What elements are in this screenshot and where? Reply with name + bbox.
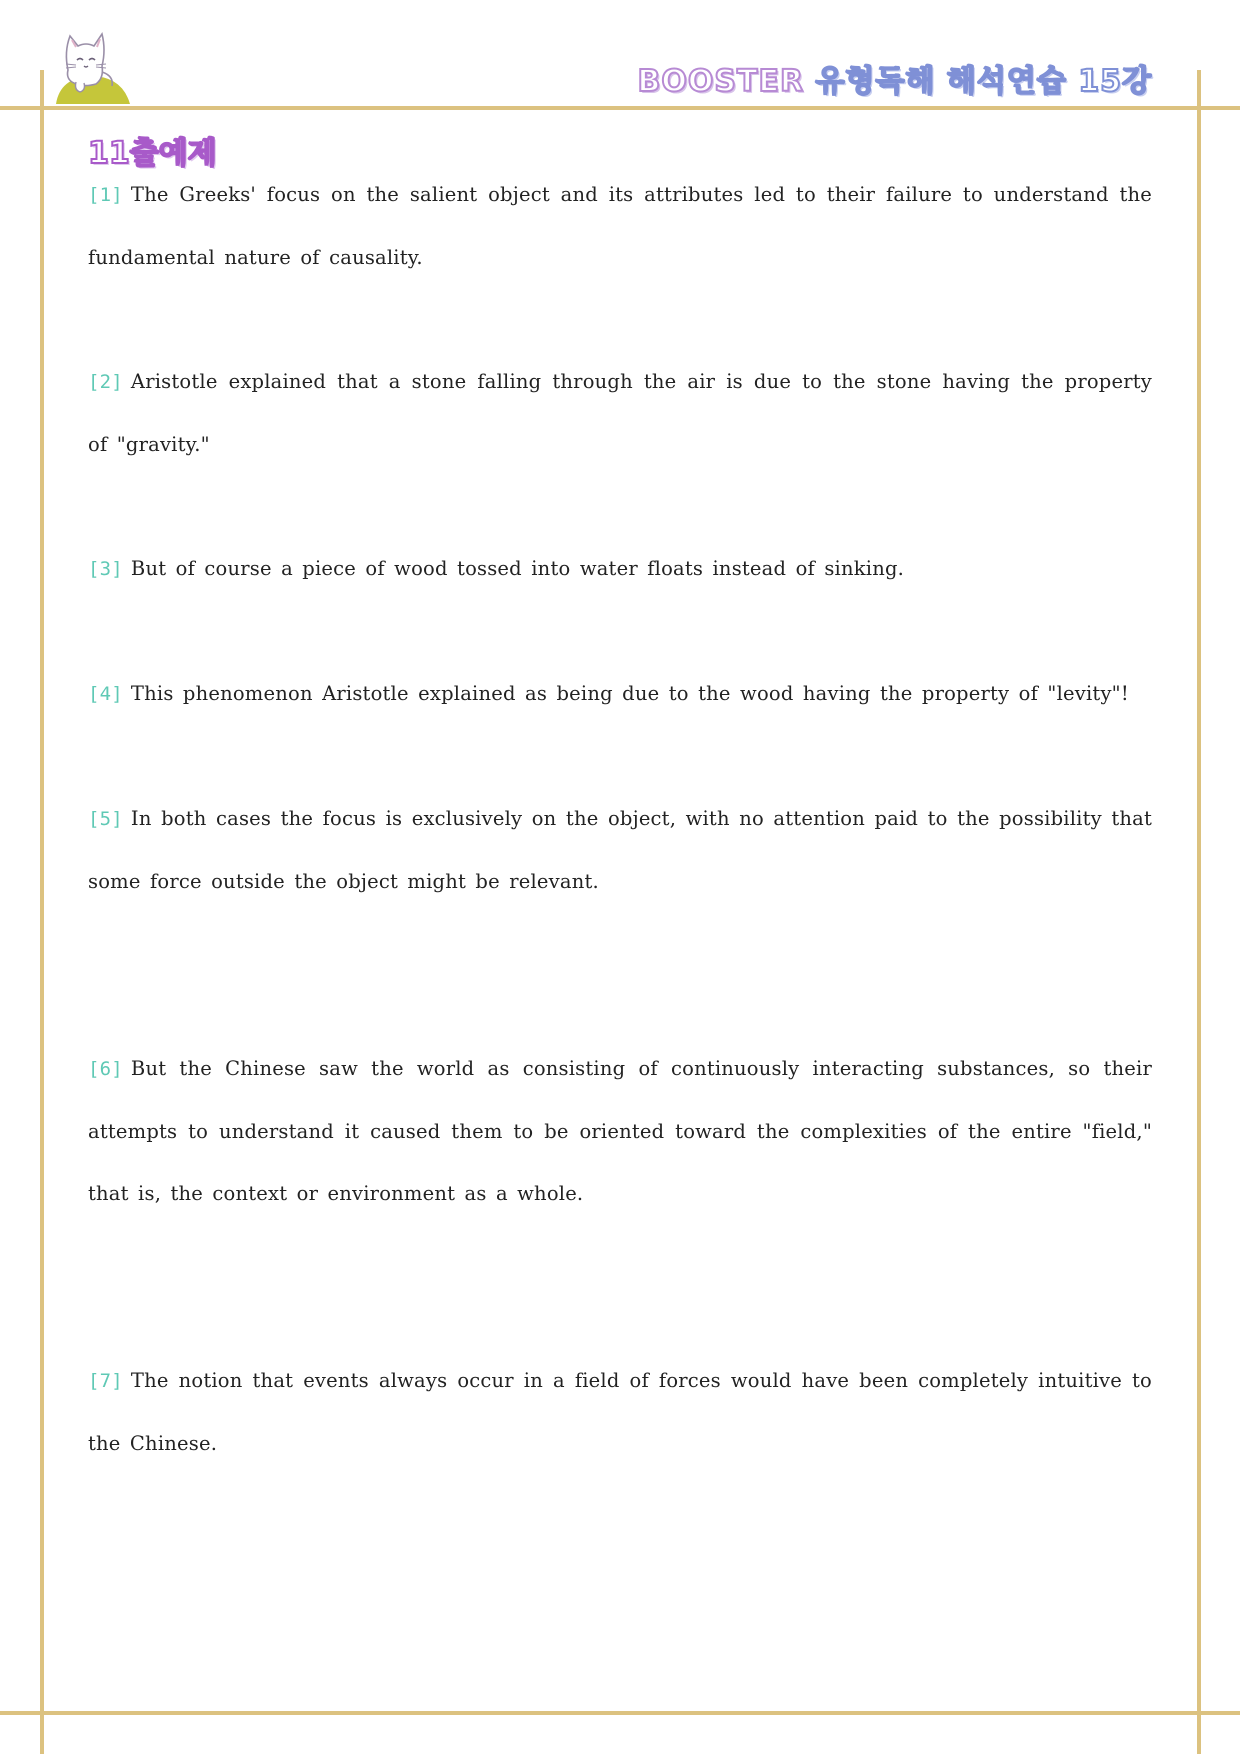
sentence-number: [6] [88, 1058, 123, 1080]
sentence-text: Aristotle explained that a stone falling through the air is due to the stone having the property of "gravity." [88, 370, 1152, 456]
sentence-number: [1] [88, 184, 123, 206]
paragraph-7 [88, 1350, 1152, 1475]
document-header-title [638, 56, 1152, 100]
sentence-number: [5] [88, 808, 123, 830]
sentence-text: But of course a piece of wood tossed into water floats instead of sinking. [130, 557, 905, 580]
sentence-text: But the Chinese saw the world as consisting of continuously interacting substances, so their attempts to understand it caused them to be oriented toward the complexities of the entire "field," that is, the context or environment as a whole. [88, 1057, 1152, 1205]
paragraph-4 [88, 663, 1152, 726]
section-title: 11출예제 [88, 136, 217, 171]
paragraph-5 [88, 788, 1152, 913]
sentence-text: This phenomenon Aristotle explained as being due to the wood having the property of "levity"! [130, 682, 1129, 705]
paragraph-6 [88, 1038, 1152, 1226]
header-divider [0, 106, 1240, 110]
brand-name: BOOSTER [637, 64, 805, 99]
footer-divider [0, 1711, 1240, 1715]
paragraph-1 [88, 164, 1152, 289]
left-border [40, 70, 44, 1754]
sentence-text: In both cases the focus is exclusively on the object, with no attention paid to the possibility that some force outside the object might be relevant. [88, 807, 1152, 893]
sentence-number: [7] [88, 1370, 123, 1392]
sentence-number: [2] [88, 371, 123, 393]
sentence-text: The notion that events always occur in a field of forces would have been completely intuitive to the Chinese. [88, 1369, 1152, 1455]
cat-logo-icon [46, 26, 132, 106]
sentence-text: The Greeks' focus on the salient object and its attributes led to their failure to understand the fundamental nature of causality. [88, 183, 1152, 269]
paragraph-2 [88, 351, 1152, 476]
sentence-number: [4] [88, 683, 123, 705]
paragraph-3 [88, 538, 1152, 601]
sentence-number: [3] [88, 558, 123, 580]
lesson-title: 유형독해 해석연습 15강 [815, 64, 1152, 99]
right-border [1197, 70, 1201, 1754]
